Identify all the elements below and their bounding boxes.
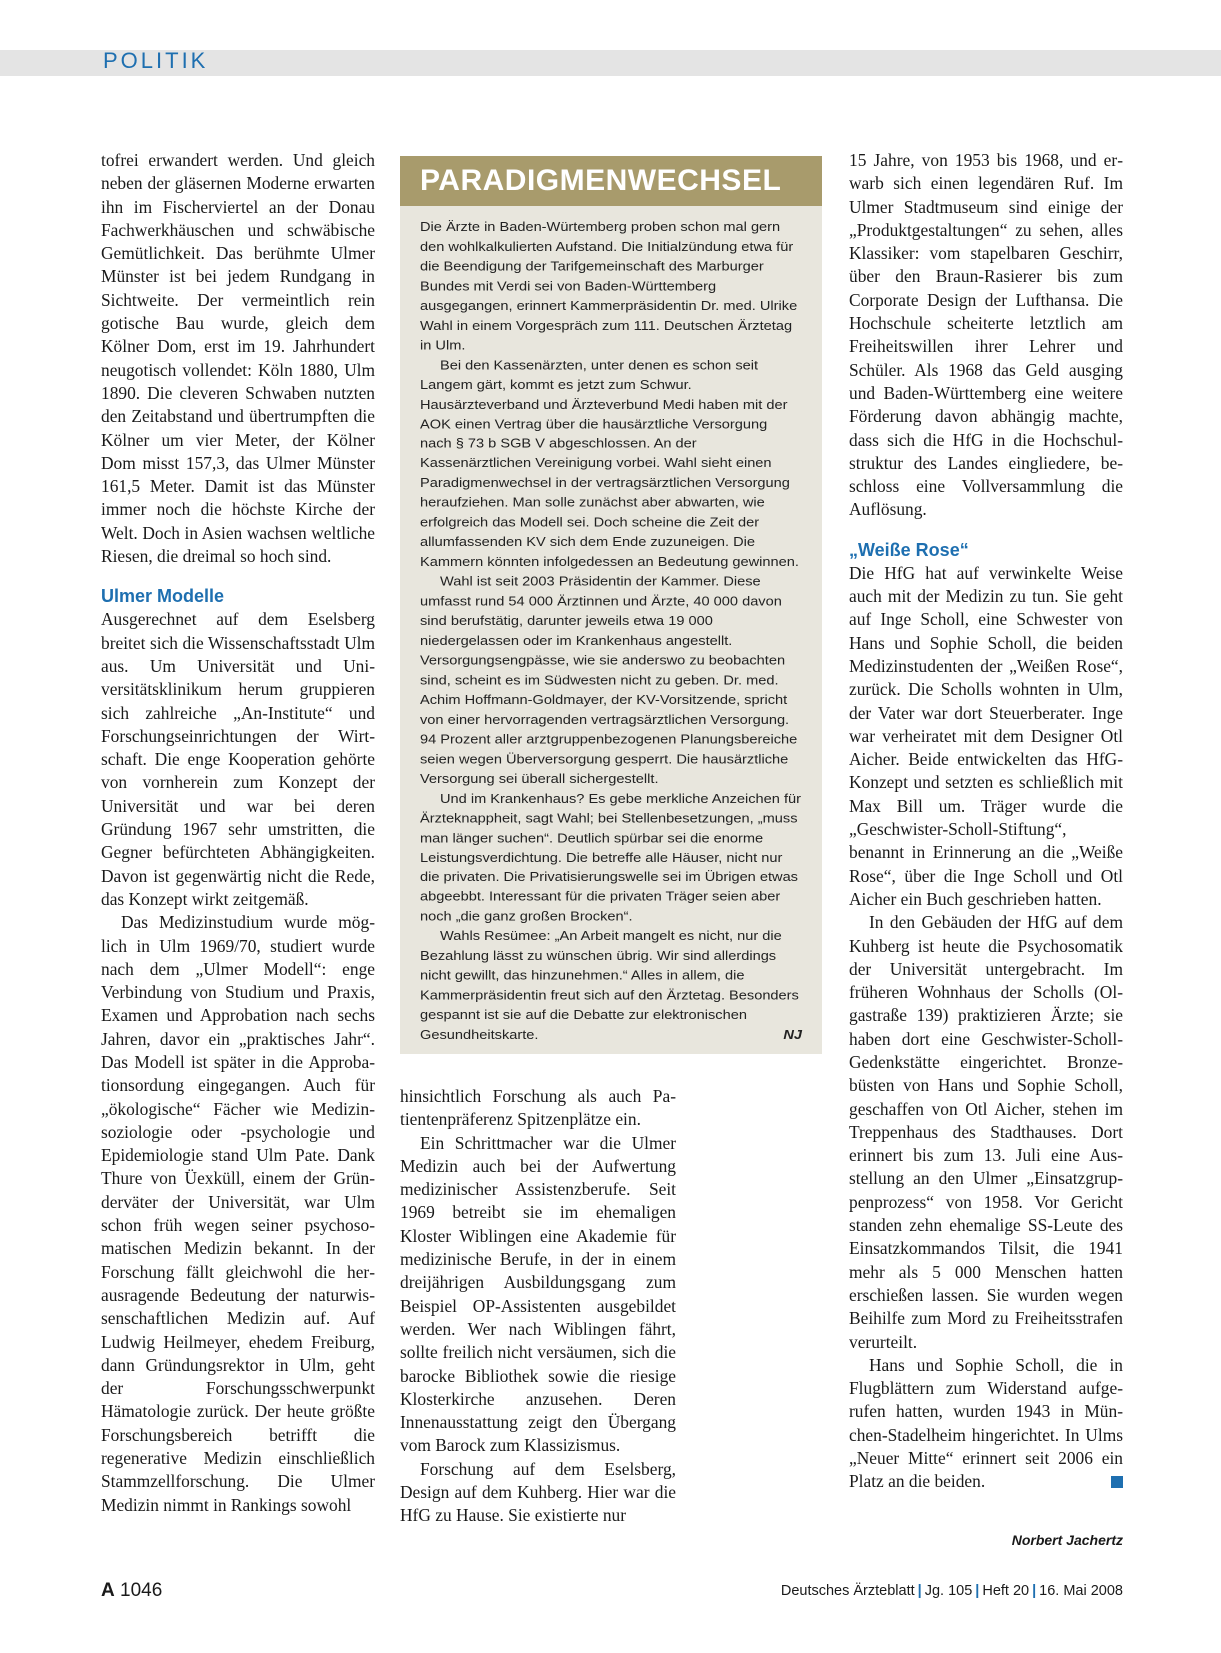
- sidebar-paragraph: Wahl ist seit 2003 Präsidentin der Kammer. Diese umfasst rund 54 000 Ärztinnen und Ärzte, 40 000 davon sind berufstätig, darunter jeweils etwa 19 000 niedergelassen oder im Krankenhaus angestellt. Versorgungsengpässe, wie sie anderswo zu beobachten sind, scheint es im Südwesten nicht zu geben. Dr. med. Achim Hoffmann-Goldmayer, der KV-Vorsitzende, spricht von einer hervorragenden vertragsärztlichen Versorgung. 94 Prozent aller arztgruppenbezogenen Planungsbereiche seien wegen Überversorgung gesperrt. Die hausärztliche Versorgung sei überall sichergestellt.: [420, 574, 798, 787]
- sidebar-paragraph-last: [420, 928, 802, 1046]
- page-number: [101, 1580, 162, 1602]
- journal-name: Deutsches Ärzteblatt: [780, 1583, 915, 1599]
- sidebar-paragraph: Die Ärzte in Baden-Würtemberg proben schon mal gern den wohlkalkulierten Aufstand. Die Initialzündung etwa für die Beendigung der Tarifgemeinschaft des Marburger Bundes mit Verdi sei von Baden-Württemberg ausgegangen, erinnert Kammerpräsidentin Dr. med. Ulrike Wahl in einem Vorgespräch zum 111. Deutschen Ärztetag in Ulm.: [420, 220, 798, 353]
- article-author: Norbert Jachertz: [1011, 1532, 1123, 1548]
- paragraph-last: [849, 1354, 1123, 1494]
- last-text: Hans und Sophie Scholl, die in Flugblättern zum Widerstand aufgerufen hatten, wurden 1943 in München-Stadelheim hingerichtet. In Ulms „Neuer Mitte“ erinnert seit 2006 ein Platz an die beiden.: [849, 1354, 1123, 1492]
- journal-issue: Heft 20: [982, 1583, 1030, 1599]
- column-right: [849, 149, 1123, 1494]
- sidebar-paragraph: Bei den Kassenärzten, unter denen es schon seit Langem gärt, kommt es jetzt zum Schwur. Hausärzteverband und Ärzteverbund Medi haben mit der AOK einen Vertrag über die hausärztliche Versorgung nach § 73 b SGB V abgeschlossen. An der Kassenärztlichen Vereinigung vorbei. Wahl sieht einen Paradigmenwechsel in der vertragsärztlichen Versorgung heraufziehen. Man solle zunächst aber abwarten, wie erfolgreich das Modell sei. Doch scheine die Zeit der allumfassenden KV sich dem Ende zuzuneigen. Die Kammern könnten infolgedessen an Bedeutung gewinnen.: [420, 358, 799, 570]
- section-label: POLITIK: [103, 48, 209, 73]
- footer-citation: [781, 1583, 1123, 1599]
- paragraph: tofrei erwandert werden. Und gleich neben der gläsernen Moderne erwarten ihn im Fischerviertel an der Donau Fachwerkhäuschen und schwäbische Gemütlichkeit. Das berühmte Ulmer Münster ist bei jedem Rundgang in Sichtweite. Der vermeintlich rein gotische Bau wurde, gleich dem Kölner Dom, erst im 19. Jahrhundert neugotisch vollendet: Köln 1880, Ulm 1890. Die cleveren Schwaben nutzten den Zeitabstand und übertrumpften die Kölner um vier Meter, der Kölner Dom misst 157,3, das Ulmer Münster 161,5 Meter. Damit ist das Münster immer noch die höchste Kirche der Welt. Doch in Asien wachsen weltliche Riesen, die dreimal so hoch sind.: [101, 150, 375, 567]
- sidebar-paragraph: Und im Krankenhaus? Es gebe merkliche Anzeichen für Ärzteknappheit, sagt Wahl; bei Stellenbesetzungen, „muss man länger suchen“. Deutlich spürbar sei die enorme Leistungsverdichtung. Die betreffe alle Häuser, nicht nur die privaten. Die Privatisierungswelle sei im Übrigen etwas abgeebbt. Interessant für die privaten Träger seien aber noch „die ganz großen Brocken“.: [420, 791, 801, 925]
- sidebar-title: PARADIGMENWECHSEL: [400, 156, 822, 206]
- paragraph: In den Gebäuden der HfG auf dem Kuhberg ist heute die Psychosomatik der Universität untergebracht. Im früheren Wohnhaus der Scholls (Olgastraße 139) praktizieren Ärzte; sie haben dort eine Geschwister-Scholl-Gedenkstätte eingerichtet. Bronzebüsten von Hans und Sophie Scholl, geschaffen von Otl Aicher, stehen im Treppenhaus des Stadthauses. Dort erinnert bis zum 13. Juli eine Ausstellung an den Ulmer „Einsatzgruppenprozess“ von 1958. Vor Gericht standen zehn ehemalige SS-Leute des Einsatzkommandos Tilsit, die 1941 mehr als 5 000 Menschen hatten erschießen lassen. Sie wurden wegen Beihilfe zum Mord zu Freiheitsstrafen verurteilt.: [849, 912, 1123, 1352]
- journal-volume: Jg. 105: [924, 1583, 973, 1599]
- separator: |: [1032, 1583, 1037, 1599]
- column-middle: [400, 1085, 676, 1528]
- paragraph: hinsichtlich Forschung als auch Patientenpräferenz Spitzenplätze ein.: [400, 1086, 676, 1130]
- page-prefix: A: [101, 1580, 115, 1601]
- journal-date: 16. Mai 2008: [1039, 1583, 1123, 1599]
- end-mark-icon: [1111, 1476, 1123, 1488]
- column-left: [101, 149, 375, 1517]
- paragraph: Forschung auf dem Eselsberg, Design auf dem Kuhberg. Hier war die HfG zu Hause. Sie existierte nur: [400, 1458, 676, 1526]
- author-initials: NJ: [783, 1028, 802, 1043]
- sidebar-last-text: Wahls Resümee: „An Arbeit mangelt es nicht, nur die Bezahlung lässt zu wünschen übrig. Wir sind allerdings nicht gewillt, das hinzunehmen.“ Alles in allem, die Kammerpräsidentin freut sich auf den Ärztetag. Besonders gespannt ist sie auf die Debatte zur elektronischen Gesundheitskarte.: [420, 929, 799, 1043]
- paragraph: Ein Schrittmacher war die Ulmer Medizin auch bei der Aufwertung medizinischer Assistenzberufe. Seit 1969 betreibt sie im ehemaligen Kloster Wiblingen eine Akademie für medizinische Berufe, in der in einem dreijährigen Ausbildungsgang zum Beispiel OP-Assistenten ausgebildet werden. Wer nach Wiblingen fährt, sollte freilich nicht versäumen, sich die barocke Bibliothek sowie die riesige Klosterkirche anzusehen. Deren Innenausstattung zeigt den Übergang vom Barock zum Klassizismus.: [400, 1132, 676, 1456]
- subheading: „Weiße Rose“: [849, 539, 969, 560]
- paragraph: Das Medizinstudium wurde möglich in Ulm 1969/70, studiert wurde nach dem „Ulmer Modell“: enge Verbindung von Studium und Praxis, Examen und Approbation nach sechs Jahren, davor ein „praktisches Jahr“. Das Modell ist später in die Approbationsordung eingegangen. Auch für „ökologische“ Fächer wie Medizinsoziologie oder -psychologie und Epidemiologie stand Ulm Pate. Dank Thure von Üexküll, einem der Gründerväter der Universität, war Ulm schon früh wegen seiner psychosomatischen Medizin bekannt. In der Forschung fällt gleichwohl die herausragende Bedeutung der naturwissenschaftlichen Medizin auf. Auf Ludwig Heilmeyer, ehedem Freiburg, dann Gründungsrektor in Ulm, geht der Forschungsschwerpunkt Hämatologie zurück. Der heute größte Forschungsbereich betrifft die regenerative Medizin einschließlich Stammzellforschung. Die Ulmer Medizin nimmt in Rankings sowohl: [101, 912, 375, 1515]
- paragraph: Die HfG hat auf verwinkelte Weise auch mit der Medizin zu tun. Sie geht auf Inge Scholl, eine Schwester von Hans und Sophie Scholl, die beiden Medizinstudenten der „Weißen Rose“, zurück. Die Scholls wohnten in Ulm, der Vater war dort Steuerberater. Inge war verheiratet mit dem Designer Otl Aicher. Beide entwickelten das HfG-Konzept und setzten es schließlich mit Max Bill um. Träger wurde die „Geschwister-Scholl-Stiftung“, benannt in Erinnerung an die „Weiße Rose“, über die Inge Scholl und Otl Aicher ein Buch geschrieben hatten.: [849, 562, 1123, 909]
- sidebar-body: [400, 206, 822, 1046]
- separator: |: [975, 1583, 980, 1599]
- separator: |: [917, 1583, 922, 1599]
- paragraph: 15 Jahre, von 1953 bis 1968, und erwarb sich einen legendären Ruf. Im Ulmer Stadtmuseum sind einige der „Produktgestaltungen“ zu sehen, alles Klassiker: vom stapelbaren Geschirr, über den Braun-Rasierer bis zum Corporate Design der Lufthansa. Die Hochschule scheiterte letztlich am Freiheitswillen ihrer Lehrer und Schüler. Als 1968 das Geld ausging und Baden-Württemberg eine weitere Förderung davon abhängig machte, dass sich die HfG in die Hochschulstruktur des Landes eingliedere, beschloss eine Vollversammlung die Auflösung.: [849, 150, 1123, 520]
- page-number-value: 1046: [120, 1580, 163, 1601]
- subheading: Ulmer Modelle: [101, 586, 225, 607]
- sidebar-box: [400, 156, 822, 1054]
- paragraph: Ausgerechnet auf dem Eselsberg breitet sich die Wissenschaftsstadt Ulm aus. Um Universität und Universitätsklinikum herum gruppieren sich zahlreiche „An-Institute“ und Forschungseinrichtungen der Wirtschaft. Die enge Kooperation gehörte von vornherein zum Konzept der Universität und war bei deren Gründung 1967 sehr umstritten, die Gegner befürchteten Abhängigkeiten. Davon ist gegenwärtig nicht die Rede, das Konzept wirkt zeitgemäß.: [101, 609, 375, 909]
